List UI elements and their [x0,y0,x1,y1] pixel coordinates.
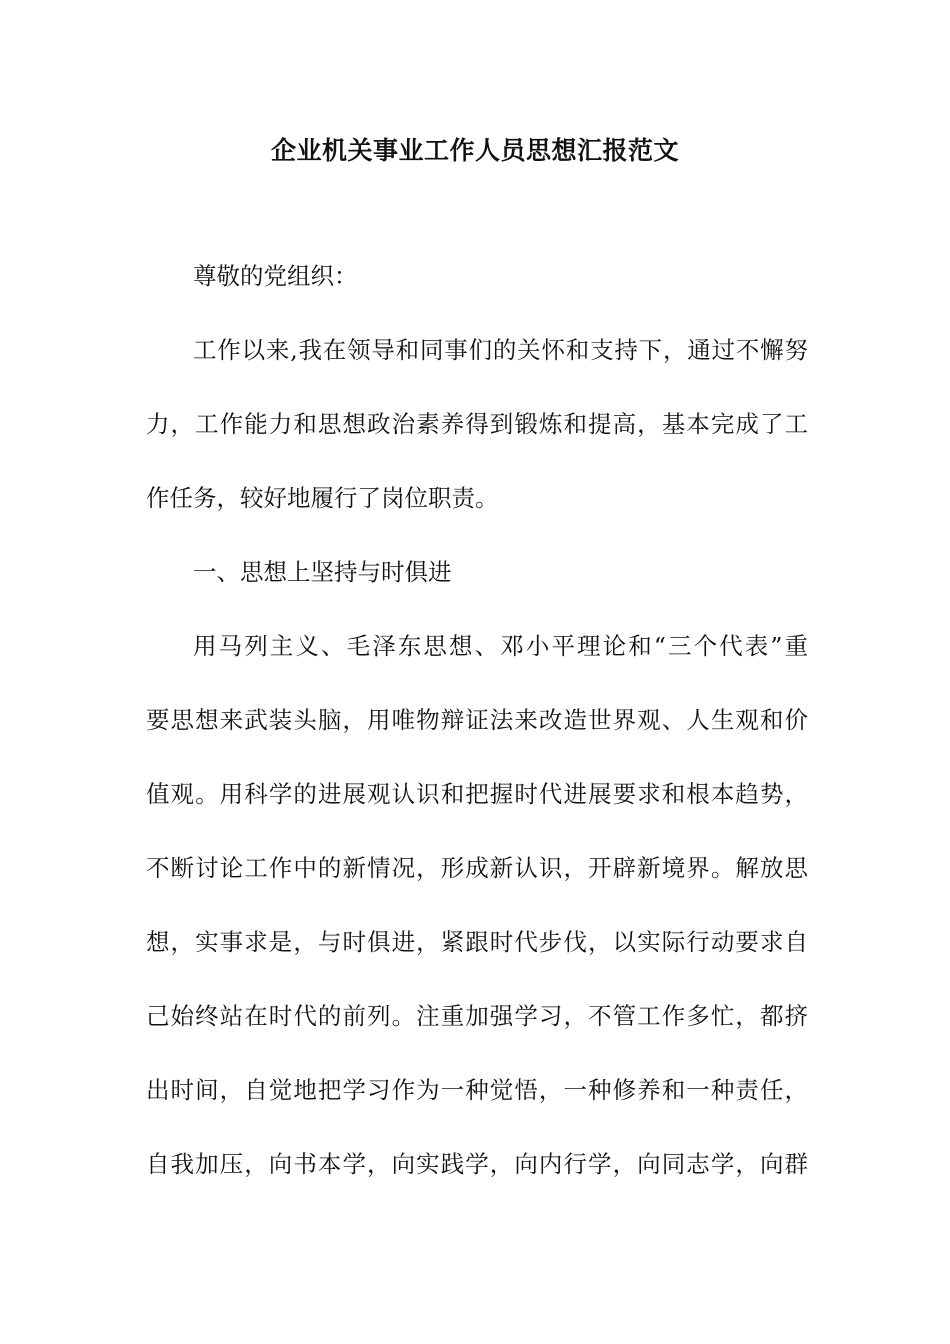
text-line: 己始终站在时代的前列。注重加强学习，不管工作多忙，都挤 [146,1002,808,1030]
text-line: 用马列主义、毛泽东思想、邓小平理论和“三个代表”重 [193,632,808,660]
document-body [146,258,808,1220]
section-heading [146,554,808,591]
paragraph-thought [146,628,808,1183]
paragraph-intro [146,332,808,517]
text-line: 出时间，自觉地把学习作为一种觉悟，一种修养和一种责任， [146,1076,808,1104]
text-line: 自我加压，向书本学，向实践学，向内行学，向同志学，向群 [146,1150,808,1178]
text-line: 值观。用科学的进展观认识和把握时代进展要求和根本趋势， [146,780,808,808]
text-line: 工作以来,我在领导和同事们的关怀和支持下，通过不懈努 [193,336,808,364]
text-line: 要思想来武装头脑，用唯物辩证法来改造世界观、人生观和价 [146,706,808,734]
text-line: 想，实事求是，与时俱进，紧跟时代步伐，以实际行动要求自 [146,928,808,956]
text-line: 力，工作能力和思想政治素养得到锻炼和提高，基本完成了工 [146,410,808,438]
document-title: 企业机关事业工作人员思想汇报范文 [270,136,679,165]
text-line: 作任务，较好地履行了岗位职责。 [146,484,499,512]
salutation: 尊敬的党组织： [193,262,358,290]
text-line: 不断讨论工作中的新情况，形成新认识，开辟新境界。解放思 [146,854,808,882]
section-heading-text: 一、思想上坚持与时俱进 [193,558,452,586]
